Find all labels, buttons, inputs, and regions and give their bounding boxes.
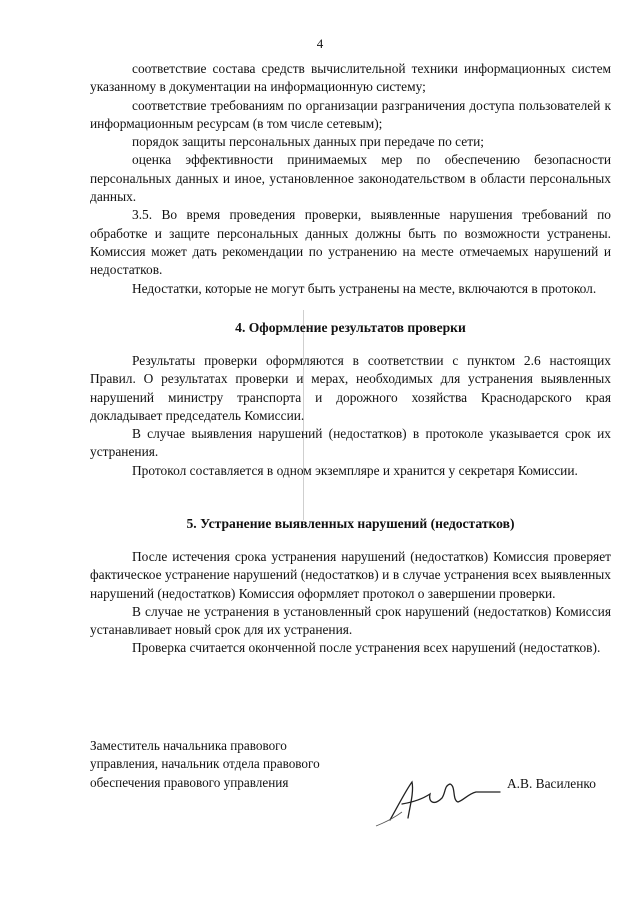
section-3-continuation (90, 60, 611, 298)
position-line: обеспечения правового управления (90, 774, 289, 790)
paragraph: Проверка считается оконченной после устранения всех нарушений (недостатков). (132, 640, 601, 656)
page-number: 4 (316, 36, 324, 51)
handwritten-signature (372, 776, 504, 828)
paragraph: соответствие требованиям по организации разграничения доступа пользователей к информационным ресурсам (в том числе сетевым); (90, 97, 611, 131)
section-5-body (90, 548, 611, 658)
paragraph: оценка эффективности принимаемых мер по обеспечению безопасности персональных данных и иное, установленное законодательством в области персональных данных. (90, 152, 611, 205)
paragraph: В случае не устранения в установленный срок нарушений (недостатков) Комиссия устанавливает новый срок для их устранения. (90, 603, 611, 638)
paragraph: 3.5. Во время проведения проверки, выявленные нарушения требований по обработке и защите персональных данных должны быть по возможности устранены. Комиссия может дать рекомендации по устранению на месте отмечаемых нарушений и недостатков. (90, 207, 611, 278)
paragraph: соответствие состава средств вычислительной техники информационных систем указанному в документации на информационную систему; (90, 61, 611, 95)
paragraph: Результаты проверки оформляются в соответствии с пунктом 2.6 настоящих Правил. О результатах проверки и мерах, необходимых для устранения выявленных нарушений министру транспорта и дорожного хозяйства Краснодарского края докладывает председатель Комиссии. (90, 353, 611, 423)
section-4-heading: 4. Оформление результатов проверки (235, 320, 466, 335)
signatory-position (90, 737, 370, 792)
position-line: управления, начальник отдела правового (90, 756, 320, 772)
position-line: Заместитель начальника правового (90, 738, 287, 753)
paragraph: Протокол составляется в одном экземпляре и хранится у секретаря Комиссии. (132, 462, 578, 478)
signatory-name: А.В. Василенко (507, 776, 596, 791)
paragraph: Недостатки, которые не могут быть устранены на месте, включаются в протокол. (132, 280, 597, 296)
section-5-heading: 5. Устранение выявленных нарушений (недостатков) (186, 516, 515, 531)
section-4-body (90, 352, 611, 480)
paragraph: В случае выявления нарушений (недостатков) в протоколе указывается срок их устранения. (90, 426, 611, 460)
paragraph: порядок защиты персональных данных при передаче по сети; (132, 134, 484, 150)
paragraph: После истечения срока устранения нарушений (недостатков) Комиссия проверяет фактическое устранение нарушений (недостатков) и в случае устранения всех выявленных нарушений (недостатков) Комиссия оформляет протокол о завершении проверки. (90, 549, 611, 601)
